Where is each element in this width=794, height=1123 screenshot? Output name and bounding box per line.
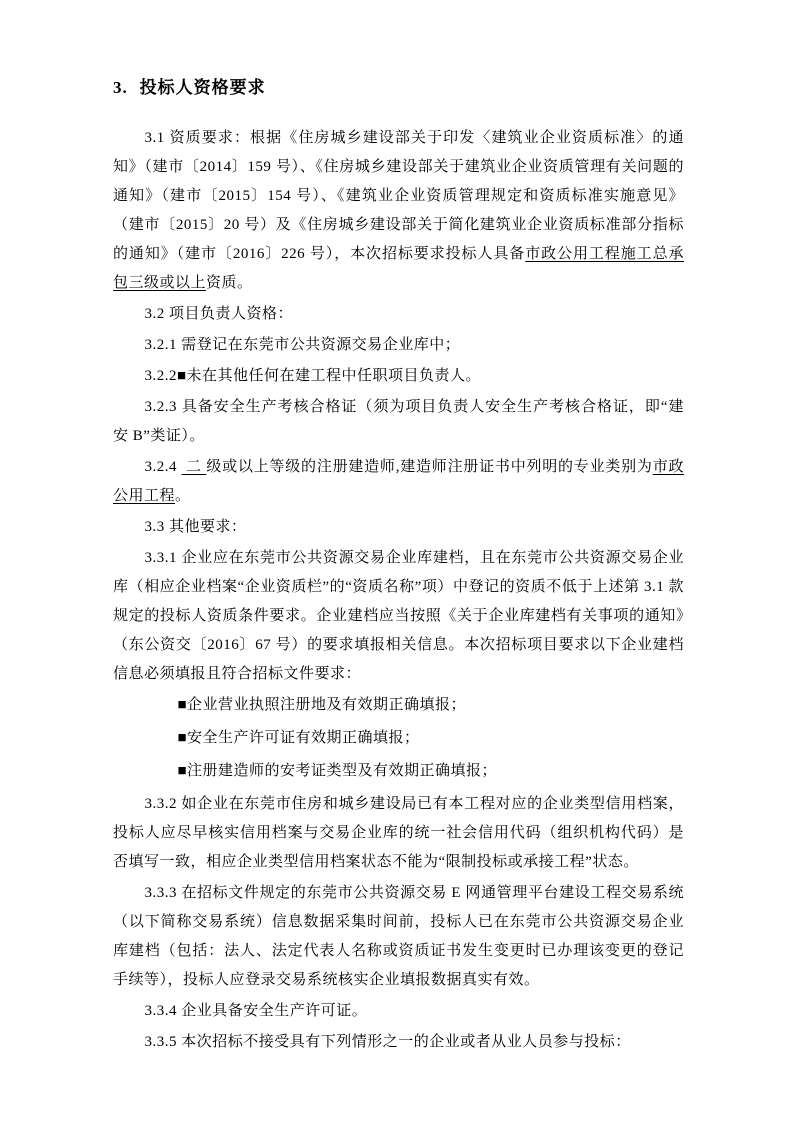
clause-3-3-4 xyxy=(113,997,684,1026)
clause-3-2 xyxy=(113,300,684,329)
underlined-text: 市政公用工程 xyxy=(113,459,684,504)
text-run: 3.2.4 xyxy=(144,459,182,475)
text-run: 3.2.1 需登记在东莞市公共资源交易企业库中； xyxy=(144,337,461,353)
clause-3-2-4 xyxy=(113,453,684,511)
underlined-text: 二 xyxy=(181,459,207,475)
document-body xyxy=(113,124,684,1057)
text-run: 3.2 项目负责人资格： xyxy=(144,306,294,322)
text-run: 。 xyxy=(175,488,191,504)
clause-3-3-3 xyxy=(113,879,684,995)
text-run: ■企业营业执照注册地及有效期正确填报； xyxy=(177,697,467,713)
clause-3-3 xyxy=(113,513,684,542)
text-run: 级或以上等级的注册建造师,建造师注册证书中列明的专业类别为 xyxy=(206,459,653,475)
text-run: 3.3.2 如企业在东莞市住房和城乡建设局已有本工程对应的企业类型信用档案，投标人应尽早核实信用档案与交易企业库的统一社会信用代码（组织机构代码）是否填写一致，相应企业类型信用档案状态不能为“限制投标或承接工程”状态。 xyxy=(113,796,684,870)
clause-3-1 xyxy=(113,124,684,298)
clause-3-2-3 xyxy=(113,393,684,451)
clause-3-3-5 xyxy=(113,1028,684,1057)
heading-text: 投标人资格要求 xyxy=(139,78,266,97)
text-run: 3.3.4 企业具备安全生产许可证。 xyxy=(144,1003,368,1019)
clause-3-2-2 xyxy=(113,362,684,391)
text-run: 3.2.3 具备安全生产考核合格证（须为项目负责人安全生产考核合格证，即“建安 B”类证）。 xyxy=(113,399,684,444)
text-run: 3.3 其他要求： xyxy=(144,519,247,535)
bullet-safety-production-license xyxy=(113,724,684,753)
clause-3-2-1 xyxy=(113,331,684,360)
heading-number: 3. xyxy=(113,78,128,97)
section-heading xyxy=(113,76,684,100)
text-run: 3.2.2■未在其他任何在建工程中任职项目负责人。 xyxy=(144,368,482,384)
clause-3-3-1 xyxy=(113,544,684,689)
bullet-registered-constructor-cert xyxy=(113,757,684,786)
bullet-business-license xyxy=(113,691,684,720)
text-run: 3.3.5 本次招标不接受具有下列情形之一的企业或者从业人员参与投标： xyxy=(144,1034,631,1050)
text-run: 资质。 xyxy=(206,275,253,291)
text-run: 3.3.3 在招标文件规定的东莞市公共资源交易 E 网通管理平台建设工程交易系统（以下简称交易系统）信息数据采集时间前，投标人已在东莞市公共资源交易企业库建档（包括：法人、法定代表人名称或资质证书发生变更时已办理该变更的登记手续等），投标人应登录交易系统核实企业填报数据真实有效。 xyxy=(113,885,684,988)
text-run: ■注册建造师的安考证类型及有效期正确填报； xyxy=(177,763,498,779)
clause-3-3-2 xyxy=(113,790,684,877)
underlined-text: 市政公用工程施工总承包三级或以上 xyxy=(113,246,684,291)
text-run: 3.3.1 企业应在东莞市公共资源交易企业库建档，且在东莞市公共资源交易企业库（相应企业档案“企业资质栏”的“资质名称”项）中登记的资质不低于上述第 3.1 款规定的投标人资质条件要求。企业建档应当按照《关于企业库建档有关事项的通知》（东公资交〔2016〕67 号）的要求填报相关信息。本次招标项目要求以下企业建档信息必须填报且符合招标文件要求： xyxy=(113,550,684,682)
text-run: ■安全生产许可证有效期正确填报； xyxy=(177,730,420,746)
text-run: 3.1 资质要求：根据《住房城乡建设部关于印发〈建筑业企业资质标准〉的通知》（建市〔2014〕159 号）、《住房城乡建设部关于建筑业企业资质管理有关问题的通知》（建市〔2015〕154 号）、《建筑业企业资质管理规定和资质标准实施意见》（建市〔2015〕20 号）及《住房城乡建设部关于简化建筑业企业资质标准部分指标的通知》（建市〔2016〕226 号），本次招标要求投标人具备 xyxy=(113,130,684,262)
